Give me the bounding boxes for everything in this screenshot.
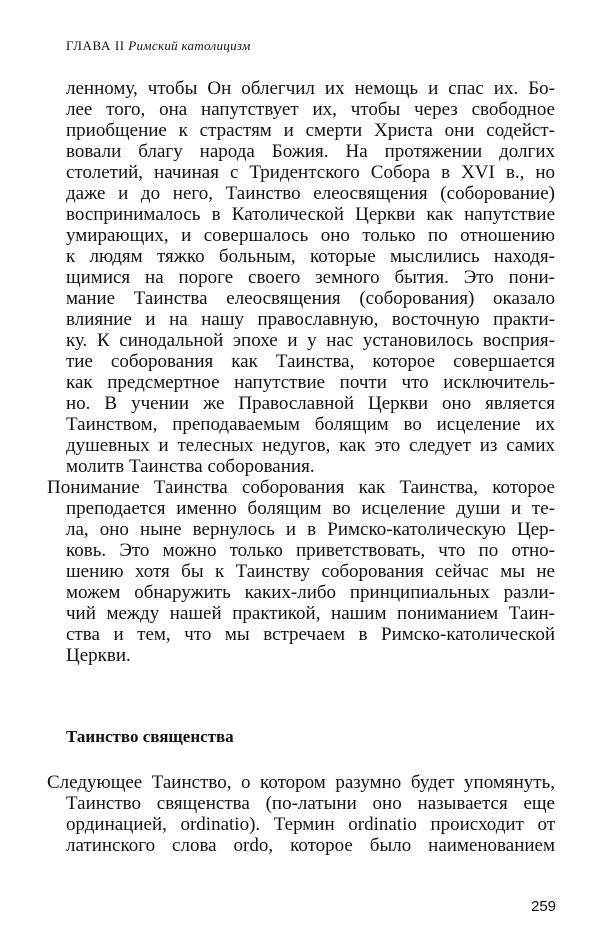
chapter-label: ГЛАВА II xyxy=(66,38,125,53)
text-line: Церкви. xyxy=(66,645,131,666)
running-head xyxy=(66,38,251,54)
text-line: к людям тяжко больным, которые мыслились находя- xyxy=(66,246,555,267)
section-heading: Таинство священства xyxy=(66,727,234,746)
text-line: душевных и телесных недугов, как это следует из самих xyxy=(66,435,555,456)
chapter-title: Римский католицизм xyxy=(128,38,251,53)
text-line: ординацией, ordinatio). Термин ordinatio происходит от xyxy=(66,814,555,835)
text-line: щимися на пороге своего земного бытия. Это пони- xyxy=(66,267,555,288)
text-line: ла, оно ныне вернулось и в Римско-католическую Цер- xyxy=(66,519,555,540)
text-line: Следующее Таинство, о котором разумно будет упомянуть, xyxy=(47,772,555,793)
text-line: ковь. Это можно только приветствовать, что по отно- xyxy=(66,540,555,561)
text-line: ку. К синодальной эпохе и у нас установилось восприя- xyxy=(66,330,555,351)
text-line: мание Таинства елеосвящения (соборования) оказало xyxy=(66,288,555,309)
text-line: умирающих, и совершалось оно только по отношению xyxy=(66,225,555,246)
text-line: чий между нашей практикой, нашим пониманием Таин- xyxy=(66,603,555,624)
text-line: Понимание Таинства соборования как Таинства, которое xyxy=(47,477,555,498)
text-line: шению хотя бы к Таинству соборования сейчас мы не xyxy=(66,561,555,582)
page-number: 259 xyxy=(531,898,557,915)
text-line: можем обнаружить каких-либо принципиальных разли- xyxy=(66,582,555,603)
text-line: молитв Таинства соборования. xyxy=(66,456,315,477)
text-line: воспринималось в Католической Церкви как напутствие xyxy=(66,204,555,225)
text-line: как предсмертное напутствие почти что исключитель- xyxy=(66,372,555,393)
text-line: Таинство священства (по-латыни оно называется еще xyxy=(66,793,555,814)
text-line: столетий, начиная с Тридентского Собора в XVI в., но xyxy=(66,162,555,183)
text-line: Таинством, преподаваемым болящим во исцеление их xyxy=(66,414,555,435)
text-line: преподается именно болящим во исцеление души и те- xyxy=(66,498,555,519)
text-line: тие соборования как Таинства, которое совершается xyxy=(66,351,555,372)
text-line: латинского слова ordo, которое было наименованием xyxy=(66,835,555,856)
text-line: ленному, чтобы Он облегчил их немощь и спас их. Бо- xyxy=(66,78,555,99)
text-line: влияние и на нашу православную, восточную практи- xyxy=(66,309,555,330)
text-line: даже и до него, Таинство елеосвящения (соборование) xyxy=(66,183,555,204)
text-line: приобщение к страстям и смерти Христа они содейст- xyxy=(66,120,555,141)
text-line: лее того, она напутствует их, чтобы через свободное xyxy=(66,99,555,120)
text-line: вовали благу народа Божия. На протяжении долгих xyxy=(66,141,555,162)
text-line: ства и тем, что мы встречаем в Римско-католической xyxy=(66,624,555,645)
text-line: но. В учении же Православной Церкви оно является xyxy=(66,393,555,414)
